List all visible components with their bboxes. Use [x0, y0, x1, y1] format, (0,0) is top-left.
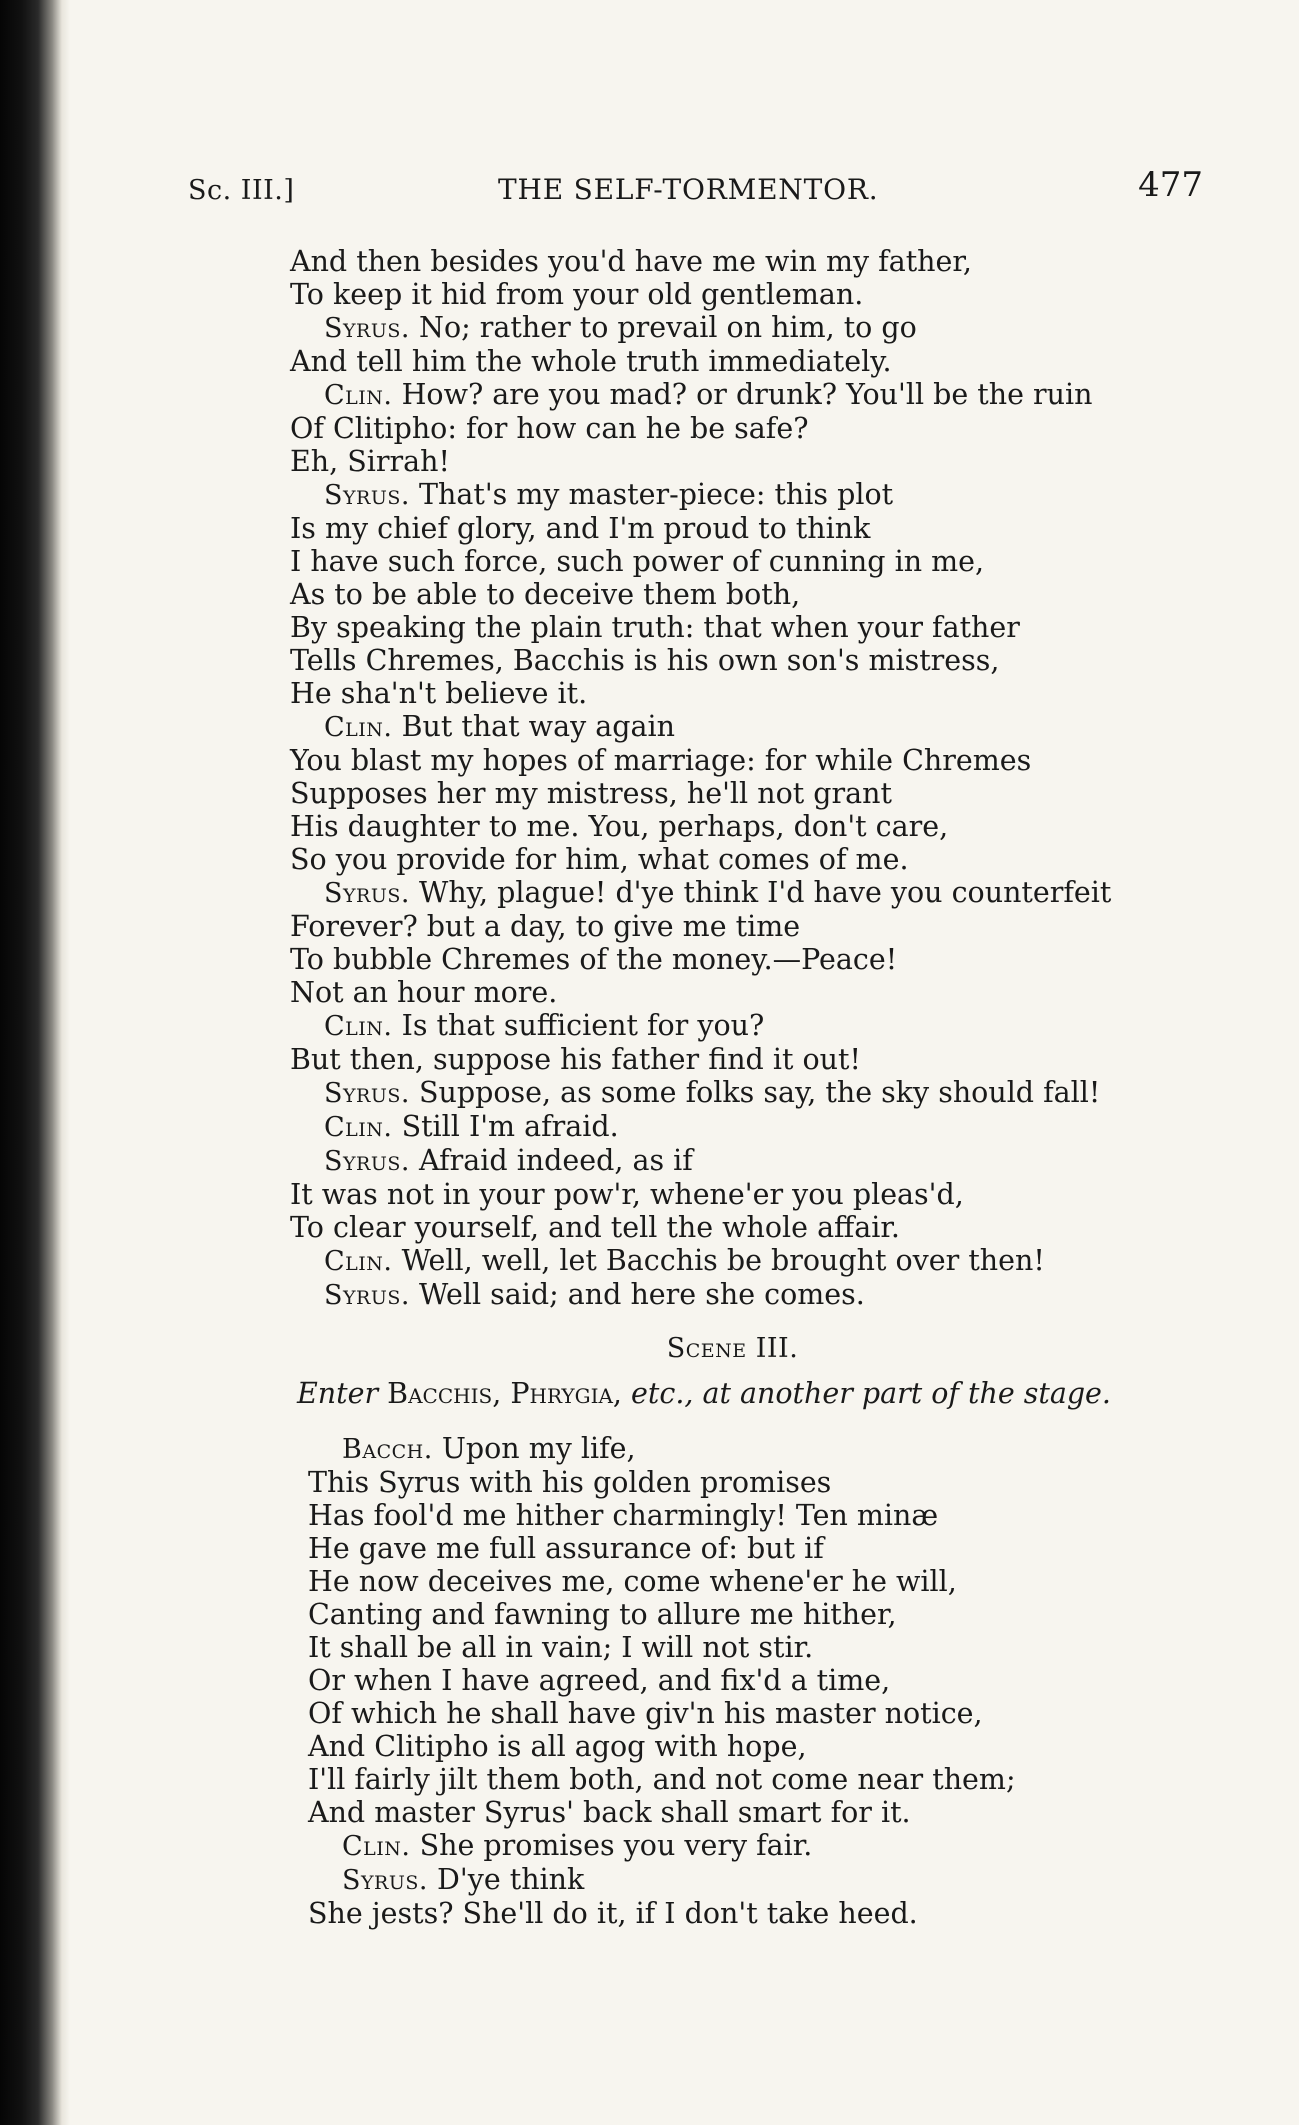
line-text: Well said; and here she comes. [419, 1278, 865, 1311]
line-text: So you provide for him, what comes of me. [290, 843, 909, 876]
line-text: Afraid indeed, as if [419, 1144, 693, 1177]
verse-line [290, 611, 1111, 644]
line-text: Tells Chremes, Bacchis is his own son's mistress, [290, 644, 1000, 677]
line-text: Of Clitipho: for how can he be safe? [290, 412, 809, 445]
dialogue-block-1 [290, 245, 1111, 1312]
verse-line [308, 1829, 1016, 1863]
section-marker: Sc. III.] [188, 175, 295, 206]
line-text: No; rather to prevail on him, to go [419, 311, 917, 344]
verse-line [308, 1565, 1016, 1598]
verse-line [290, 578, 1111, 611]
stage-direction-enter: Enter [297, 1377, 379, 1410]
speaker-name: Clin. [324, 380, 393, 411]
verse-line [290, 378, 1111, 412]
verse-line [290, 1076, 1111, 1110]
line-text: She promises you very fair. [419, 1829, 813, 1862]
verse-line [290, 744, 1111, 777]
verse-line [290, 278, 1111, 311]
verse-line [290, 1211, 1111, 1244]
verse-line [308, 1432, 1016, 1466]
verse-line [308, 1697, 1016, 1730]
line-text: He gave me full assurance of: but if [308, 1532, 824, 1565]
stage-direction-characters: Bacchis, Phrygia, [387, 1377, 622, 1410]
line-text: It shall be all in vain; I will not stir. [308, 1631, 814, 1664]
line-text: Still I'm afraid. [401, 1110, 619, 1143]
line-text: And Clitipho is all agog with hope, [308, 1730, 807, 1763]
speaker-name: Syrus. [324, 1078, 410, 1109]
speaker-name: Syrus. [324, 480, 410, 511]
verse-line [308, 1763, 1016, 1796]
verse-line [290, 943, 1111, 976]
line-text: I'll fairly jilt them both, and not come near them; [308, 1763, 1016, 1796]
verse-line [290, 345, 1111, 378]
speaker-name: Bacch. [342, 1434, 433, 1465]
speaker-name: Syrus. [324, 878, 410, 909]
verse-line [290, 710, 1111, 744]
speaker-name: Syrus. [342, 1865, 428, 1896]
speaker-name: Clin. [342, 1831, 411, 1862]
line-text: As to be able to deceive them both, [290, 578, 801, 611]
line-text: And then besides you'd have me win my father, [290, 245, 972, 278]
verse-line [290, 445, 1111, 478]
speaker-name: Syrus. [324, 1280, 410, 1311]
verse-line [308, 1664, 1016, 1697]
verse-line [290, 777, 1111, 810]
verse-line [308, 1730, 1016, 1763]
line-text: But that way again [401, 710, 675, 743]
verse-line [290, 1043, 1111, 1076]
speaker-name: Syrus. [324, 1146, 410, 1177]
verse-line [308, 1863, 1016, 1897]
line-text: But then, suppose his father find it out! [290, 1043, 861, 1076]
speaker-name: Clin. [324, 712, 393, 743]
verse-line [290, 1278, 1111, 1312]
verse-line [308, 1499, 1016, 1532]
line-text: You blast my hopes of marriage: for while Chremes [290, 744, 1032, 777]
speaker-name: Clin. [324, 1246, 393, 1277]
line-text: That's my master-piece: this plot [419, 478, 894, 511]
verse-line [308, 1532, 1016, 1565]
scene-heading: Scene III. [666, 1333, 799, 1364]
verse-line [290, 876, 1111, 910]
speaker-name: Syrus. [324, 313, 410, 344]
verse-line [290, 545, 1111, 578]
line-text: Has fool'd me hither charmingly! Ten minæ [308, 1499, 939, 1532]
verse-line [290, 910, 1111, 943]
line-text: Is that sufficient for you? [401, 1009, 765, 1042]
verse-line [290, 245, 1111, 278]
verse-line [290, 1144, 1111, 1178]
line-text: Supposes her my mistress, he'll not grant [290, 777, 892, 810]
line-text: I have such force, such power of cunning in me, [290, 545, 985, 578]
verse-line [290, 644, 1111, 677]
page-number: 477 [1138, 165, 1203, 205]
verse-line [308, 1598, 1016, 1631]
line-text: This Syrus with his golden promises [308, 1466, 832, 1499]
speaker-name: Clin. [324, 1011, 393, 1042]
line-text: To clear yourself, and tell the whole affair. [290, 1211, 900, 1244]
line-text: Of which he shall have giv'n his master notice, [308, 1697, 983, 1730]
verse-line [308, 1466, 1016, 1499]
line-text: Is my chief glory, and I'm proud to think [290, 512, 871, 545]
verse-line [290, 478, 1111, 512]
running-title: THE SELF-TORMENTOR. [498, 173, 879, 206]
verse-line [290, 1178, 1111, 1211]
verse-line [290, 1110, 1111, 1144]
verse-line [290, 843, 1111, 876]
book-binding-edge [0, 0, 70, 2125]
line-text: Eh, Sirrah! [290, 445, 450, 478]
line-text: Upon my life, [441, 1432, 636, 1465]
line-text: He sha'n't believe it. [290, 677, 588, 710]
line-text: And tell him the whole truth immediately. [290, 345, 892, 378]
verse-line [290, 512, 1111, 545]
line-text: Not an hour more. [290, 976, 558, 1009]
verse-line [308, 1796, 1016, 1829]
line-text: He now deceives me, come whene'er he will, [308, 1565, 957, 1598]
line-text: Well, well, let Bacchis be brought over then! [401, 1244, 1045, 1277]
line-text: Canting and fawning to allure me hither, [308, 1598, 897, 1631]
line-text: Suppose, as some folks say, the sky should fall! [419, 1076, 1101, 1109]
dialogue-block-2 [308, 1432, 1016, 1930]
line-text: It was not in your pow'r, whene'er you pleas'd, [290, 1178, 964, 1211]
verse-line [290, 677, 1111, 710]
line-text: How? are you mad? or drunk? You'll be the ruin [401, 378, 1093, 411]
line-text: D'ye think [437, 1863, 585, 1896]
line-text: By speaking the plain truth: that when your father [290, 611, 1020, 644]
line-text: His daughter to me. You, perhaps, don't care, [290, 810, 949, 843]
line-text: To bubble Chremes of the money.—Peace! [290, 943, 898, 976]
stage-direction [297, 1377, 1111, 1410]
speaker-name: Clin. [324, 1112, 393, 1143]
verse-line [308, 1631, 1016, 1664]
verse-line [290, 311, 1111, 345]
verse-line [290, 1244, 1111, 1278]
line-text: To keep it hid from your old gentleman. [290, 278, 864, 311]
running-header [188, 165, 1203, 209]
line-text: Or when I have agreed, and fix'd a time, [308, 1664, 891, 1697]
line-text: And master Syrus' back shall smart for it. [308, 1796, 911, 1829]
line-text: Forever? but a day, to give me time [290, 910, 801, 943]
verse-line [290, 976, 1111, 1009]
line-text: She jests? She'll do it, if I don't take heed. [308, 1897, 918, 1930]
line-text: Why, plague! d'ye think I'd have you counterfeit [419, 876, 1112, 909]
verse-line [290, 810, 1111, 843]
verse-line [290, 412, 1111, 445]
verse-line [290, 1009, 1111, 1043]
verse-line [308, 1897, 1016, 1930]
stage-direction-rest: etc., at another part of the stage. [631, 1377, 1111, 1410]
